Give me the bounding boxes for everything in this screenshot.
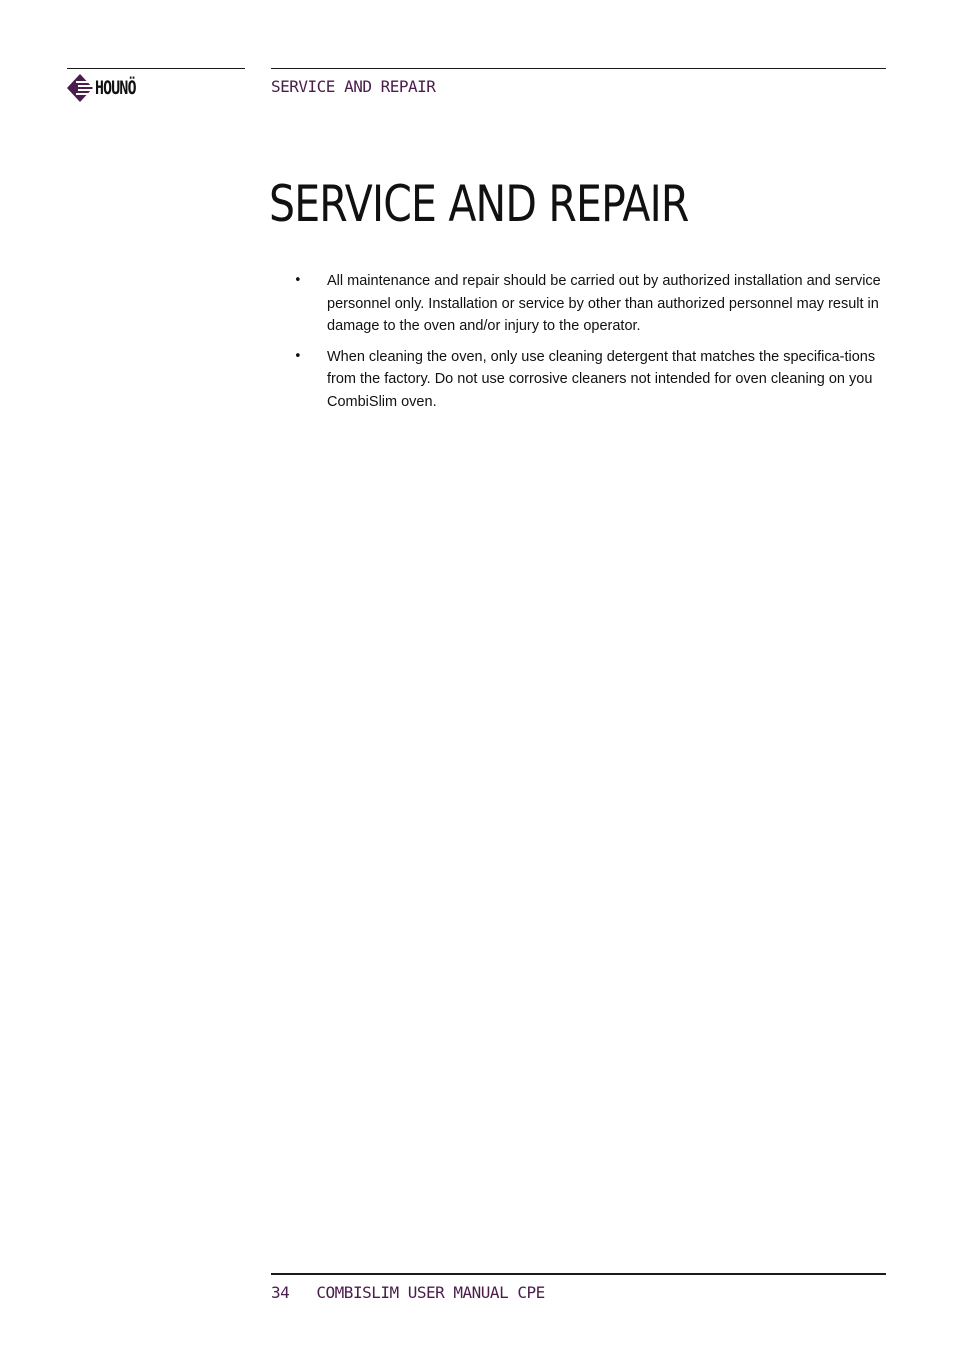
brand-wordmark: HOUNÖ	[95, 77, 136, 99]
bullet-marker: •	[294, 348, 302, 364]
running-head: SERVICE AND REPAIR	[271, 77, 436, 96]
houno-diamond-icon	[67, 74, 93, 102]
header-rule-left	[67, 68, 245, 69]
footer-rule	[271, 1273, 886, 1275]
list-item-text: All maintenance and repair should be carried out by authorized installation and service personnel only. Installation or service by other than authorized personnel may result in damage to the oven and/or injury to the operator.	[327, 273, 881, 335]
page-title: SERVICE AND REPAIR	[269, 175, 689, 233]
manual-title: COMBISLIM USER MANUAL CPE	[316, 1283, 545, 1302]
header-rule-right	[271, 68, 886, 69]
list-item-text: When cleaning the oven, only use cleaning detergent that matches the specifica-tions from the factory. Do not use corrosive cleaners not intended for oven cleaning on you CombiSlim oven.	[327, 348, 876, 410]
bullet-list	[294, 270, 894, 422]
bullet-marker: •	[294, 273, 302, 288]
list-item	[294, 270, 894, 338]
page-footer	[271, 1283, 545, 1303]
brand-logo	[67, 74, 147, 102]
page-number: 34	[271, 1283, 290, 1302]
list-item	[294, 346, 894, 414]
